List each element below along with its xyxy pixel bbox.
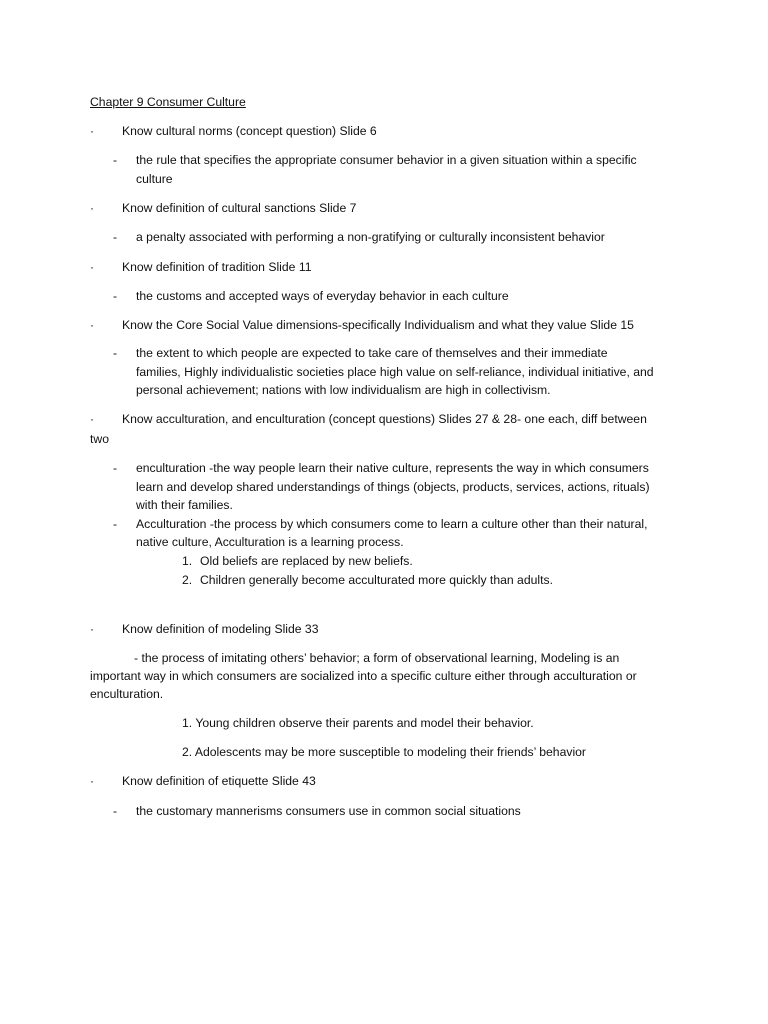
dash: - xyxy=(113,153,118,167)
answer-acculturation-cont: native culture, Acculturation is a learning process. xyxy=(136,535,404,549)
bullet: · xyxy=(90,124,95,138)
answer-enculturation-cont: learn and develop shared understandings of things (objects, products, services, actions, rituals) xyxy=(136,480,650,494)
heading-etiquette: Know definition of etiquette Slide 43 xyxy=(122,774,316,788)
heading-modeling: Know definition of modeling Slide 33 xyxy=(122,622,319,636)
answer-individualism: the extent to which people are expected to take care of themselves and their immediate xyxy=(136,346,608,360)
heading-cultural-sanctions: Know definition of cultural sanctions Slide 7 xyxy=(122,201,357,215)
answer-cultural-norms: the rule that specifies the appropriate consumer behavior in a given situation within a specific xyxy=(136,153,637,167)
answer-modeling-cont: important way in which consumers are socialized into a specific culture either through acculturation or xyxy=(90,669,637,683)
bullet: · xyxy=(90,774,95,788)
bullet: · xyxy=(90,622,95,636)
point-text: Children generally become acculturated more quickly than adults. xyxy=(200,573,553,587)
heading-cultural-norms: Know cultural norms (concept question) Slide 6 xyxy=(122,124,377,138)
dash: - xyxy=(113,517,118,531)
answer-individualism-cont: families, Highly individualistic societies place high value on self-reliance, individual initiative, and xyxy=(136,365,654,379)
answer-modeling: - the process of imitating others’ behavior; a form of observational learning, Modeling is an xyxy=(134,651,620,665)
answer-etiquette: the customary mannerisms consumers use in common social situations xyxy=(136,804,521,818)
bullet: · xyxy=(90,412,95,426)
heading-core-social-values: Know the Core Social Value dimensions-specifically Individualism and what they value Slide 15 xyxy=(122,318,634,332)
numbered-point xyxy=(182,555,413,567)
numbered-point: 2. Adolescents may be more susceptible to modeling their friends’ behavior xyxy=(182,745,586,759)
bullet: · xyxy=(90,260,95,274)
chapter-title: Chapter 9 Consumer Culture xyxy=(90,95,246,109)
heading-tradition: Know definition of tradition Slide 11 xyxy=(122,260,312,274)
heading-acculturation-cont: two xyxy=(90,432,109,446)
answer-enculturation-cont: with their families. xyxy=(136,498,233,512)
heading-acculturation: Know acculturation, and enculturation (concept questions) Slides 27 & 28- one each, diff between xyxy=(122,412,647,426)
answer-individualism-cont: personal achievement; nations with low individualism are high in collectivism. xyxy=(136,383,551,397)
answer-modeling-cont: enculturation. xyxy=(90,687,164,701)
dash: - xyxy=(113,804,118,818)
bullet: · xyxy=(90,318,95,332)
answer-enculturation: enculturation -the way people learn their native culture, represents the way in which consumers xyxy=(136,461,649,475)
dash: - xyxy=(113,346,118,360)
numbered-point: 1. Young children observe their parents and model their behavior. xyxy=(182,716,534,730)
answer-tradition: the customs and accepted ways of everyday behavior in each culture xyxy=(136,289,509,303)
answer-cultural-sanctions: a penalty associated with performing a non-gratifying or culturally inconsistent behavior xyxy=(136,230,605,244)
answer-cultural-norms-cont: culture xyxy=(136,172,173,186)
point-number: 2. xyxy=(182,573,193,587)
bullet: · xyxy=(90,201,95,215)
dash: - xyxy=(113,289,118,303)
dash: - xyxy=(113,461,118,475)
numbered-point xyxy=(182,574,553,586)
answer-acculturation: Acculturation -the process by which consumers come to learn a culture other than their natural, xyxy=(136,517,648,531)
point-text: Old beliefs are replaced by new beliefs. xyxy=(200,554,413,568)
point-number: 1. xyxy=(182,554,193,568)
dash: - xyxy=(113,230,118,244)
